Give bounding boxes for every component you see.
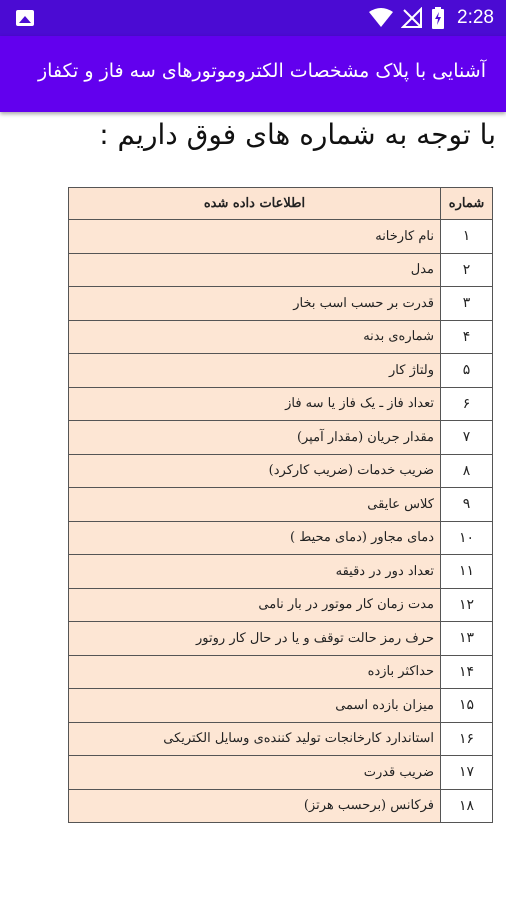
table-row — [69, 622, 493, 656]
row-info: دمای مجاور (دمای محیط ) — [69, 521, 441, 555]
table-row — [69, 354, 493, 388]
clock: 2:28 — [457, 7, 494, 28]
row-number: ۱ — [441, 220, 493, 254]
row-info: مدل — [69, 253, 441, 287]
row-number: ۱۱ — [441, 555, 493, 589]
row-info: ولتاژ کار — [69, 354, 441, 388]
gallery-icon — [16, 10, 34, 26]
row-number: ۴ — [441, 320, 493, 354]
row-info: تعداد فاز ـ یک فاز یا سه فاز — [69, 387, 441, 421]
motor-plate-table — [68, 187, 493, 823]
row-info: تعداد دور در دقیقه — [69, 555, 441, 589]
app-bar — [0, 36, 506, 112]
row-number: ۶ — [441, 387, 493, 421]
row-number: ۸ — [441, 454, 493, 488]
row-info: حداکثر بازده — [69, 655, 441, 689]
row-number: ۱۸ — [441, 789, 493, 823]
section-heading: با توجه به شماره های فوق داریم : — [99, 118, 496, 151]
table-row — [69, 756, 493, 790]
content-area[interactable] — [0, 112, 506, 900]
app-title: آشنایی با پلاک مشخصات الکتروموتورهای سه فاز و تکفاز — [37, 60, 486, 82]
row-info: مقدار جریان (مقدار آمپر) — [69, 421, 441, 455]
table-bottom-gap — [68, 840, 274, 858]
table-row — [69, 722, 493, 756]
table-row — [69, 421, 493, 455]
no-signal-icon — [401, 7, 423, 29]
wifi-icon — [369, 8, 393, 28]
status-icons — [369, 6, 494, 30]
table-header-row — [69, 188, 493, 220]
row-number: ۱۲ — [441, 588, 493, 622]
table-row — [69, 521, 493, 555]
table-row — [69, 555, 493, 589]
row-number: ۷ — [441, 421, 493, 455]
table-row — [69, 454, 493, 488]
row-info: میزان بازده اسمی — [69, 689, 441, 723]
row-number: ۹ — [441, 488, 493, 522]
table-row — [69, 287, 493, 321]
table-row — [69, 253, 493, 287]
row-number: ۱۴ — [441, 655, 493, 689]
battery-charging-icon — [431, 7, 445, 29]
table-row — [69, 689, 493, 723]
row-number: ۳ — [441, 287, 493, 321]
table-row — [69, 387, 493, 421]
row-info: استاندارد کارخانجات تولید کننده‌ی وسایل الکتریکی — [69, 722, 441, 756]
row-info: حرف رمز حالت توقف و یا در حال کار روتور — [69, 622, 441, 656]
row-info: ضریب خدمات (ضریب کارکرد) — [69, 454, 441, 488]
row-number: ۱۳ — [441, 622, 493, 656]
table-row — [69, 655, 493, 689]
row-number: ۱۶ — [441, 722, 493, 756]
row-info: ضریب قدرت — [69, 756, 441, 790]
row-info: فرکانس (برحسب هرتز) — [69, 789, 441, 823]
row-info: کلاس عایقی — [69, 488, 441, 522]
table-row — [69, 320, 493, 354]
table-row — [69, 488, 493, 522]
column-header-info: اطلاعات داده شده — [69, 188, 441, 220]
row-info: قدرت بر حسب اسب بخار — [69, 287, 441, 321]
row-info: مدت زمان کار موتور در بار نامی — [69, 588, 441, 622]
row-number: ۱۵ — [441, 689, 493, 723]
row-number: ۱۷ — [441, 756, 493, 790]
table-row — [69, 588, 493, 622]
column-header-number: شماره — [441, 188, 493, 220]
row-number: ۲ — [441, 253, 493, 287]
row-info: نام کارخانه — [69, 220, 441, 254]
row-info: شماره‌ی بدنه — [69, 320, 441, 354]
table-row — [69, 220, 493, 254]
row-number: ۱۰ — [441, 521, 493, 555]
status-bar — [0, 0, 506, 36]
table-row — [69, 789, 493, 823]
row-number: ۵ — [441, 354, 493, 388]
